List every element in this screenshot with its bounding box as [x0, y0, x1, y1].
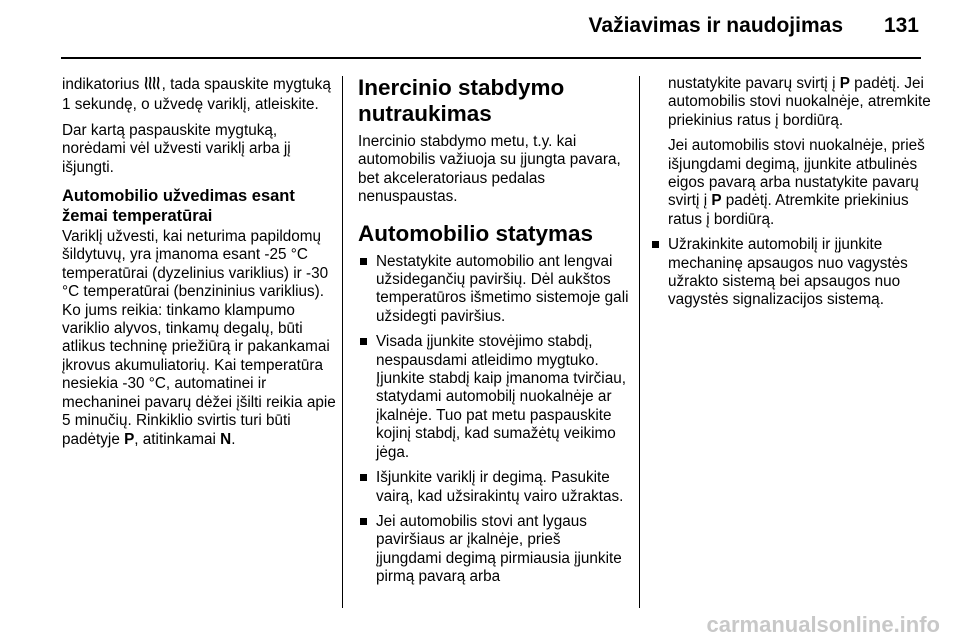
watermark: carmanualsonline.info: [706, 612, 940, 637]
list-item-text: Išjunkite variklį ir degimą. Pasukite vairą, kad užsirakintų vairo užraktas.: [376, 469, 624, 505]
parking-heading: Automobilio statymas: [358, 220, 594, 246]
continuation-paragraph-2: [668, 137, 940, 229]
header-divider: [61, 57, 921, 59]
list-item: [650, 236, 940, 310]
page-number: 131: [883, 14, 919, 37]
bullet-icon: [360, 338, 367, 345]
list-item-text: Jei automobilis stovi ant lygaus paviršiaus ar įkalnėje, prieš įjungdami degimą pirmiausia įjunkite pirmą pavarą arba: [376, 512, 622, 586]
list-item-text: Visada įjunkite stovėjimo stabdį, nespausdami atleidimo mygtuko. Įjunkite stabdį kaip įmanoma tvirčiau, statydami automobilį nuokalnėje ar įkalnėje. Tuo pat metu paspauskite kojinį stabdį, kad sumažėtų veikimo jėga.: [376, 333, 626, 461]
column-divider-1: [342, 76, 343, 608]
list-item-text: Užrakinkite automobilį ir įjunkite mechaninę apsaugos nuo vagystės užrakto sistemą bei apsaugos nuo vagystės signalizacijos sistemą.: [668, 236, 908, 309]
page-title: Važiavimas ir naudojimas: [588, 14, 843, 37]
coasting-paragraph: Inercinio stabdymo metu, t.y. kai automobilis važiuoja su įjungta pavara, bet akceleratoriaus pedalas nenuspaustas.: [358, 133, 621, 206]
text-segment: indikatorius: [62, 76, 144, 93]
parking-list: [358, 253, 630, 587]
column-3: [668, 75, 940, 317]
text-segment: padėtį. Jei automobilis stovi nuokalnėje, atremkite priekinius ratus į bordiūrą.: [668, 75, 931, 129]
text-segment: nustatykite pavarų svirtį į: [668, 75, 840, 92]
list-item: [358, 333, 630, 462]
gear-n-label: N: [220, 430, 232, 448]
list-item: [358, 513, 630, 587]
list-item-text: Nestatykite automobilio ant lengvai užsidegančių paviršių. Dėl aukštos temperatūros išmetimo sistemoje gali užsidegti paviršius.: [376, 252, 629, 325]
text-segment: Variklį užvesti, kai neturima papildomų šildytuvų, yra įmanoma esant -25 °C temperatūrai (dyzelinius variklius) ir -30 °C temperatūrai (benzininius variklius). Ko jums reikia: tinkamo klampumo variklio alyvos, tinkamų degalų, būti atlikus techninę priežiūrą ir pakankamai įkrovus akumuliatorių. Kai temperatūra nesiekia -30 °C, automatinei ir mechaninei pavarų dėžei įšilti reikia apie 5 minučių. Rinkiklio svirtis turi būti padėtyje: [62, 228, 336, 448]
column-2: [358, 75, 630, 594]
gear-p-label: P: [124, 430, 135, 448]
coasting-heading: Inercinio stabdymo nutraukimas: [358, 75, 565, 126]
text-segment: Jei automobilis stovi nuokalnėje, prieš išjungdami degimą, įjunkite atbulinės eigos pavarą arba nustatykite pavarų svirtį į: [668, 137, 925, 210]
bullet-icon: [360, 518, 367, 525]
continuation-paragraph-1: [668, 75, 940, 130]
column-1: [62, 75, 340, 456]
locking-list: [650, 236, 940, 310]
bullet-icon: [360, 258, 367, 265]
bullet-icon: [652, 241, 659, 248]
list-continuation: [668, 75, 940, 229]
low-temp-start-heading: Automobilio užvedimas esant žemai temperatūrai: [62, 187, 295, 225]
bullet-icon: [360, 474, 367, 481]
text-segment: , atitinkamai: [134, 430, 221, 448]
text-segment: , tada spauskite mygtuką 1 sekundę, o užvedę variklį, atleiskite.: [62, 76, 331, 114]
page-header: [0, 0, 960, 60]
glow-plug-icon: [144, 75, 162, 96]
list-item: [358, 469, 630, 506]
restart-paragraph: Dar kartą paspauskite mygtuką, norėdami vėl užvesti variklį arba jį išjungti.: [62, 121, 291, 176]
gear-p-label: P: [839, 75, 850, 92]
low-temp-paragraph: [62, 228, 340, 449]
list-item: [358, 253, 630, 327]
text-segment: padėtį. Atremkite priekinius ratus į bordiūrą.: [668, 192, 909, 228]
column-divider-2: [639, 76, 640, 608]
gear-p-label: P: [711, 192, 722, 210]
text-segment: .: [231, 430, 236, 448]
glow-plug-paragraph: [62, 75, 340, 115]
